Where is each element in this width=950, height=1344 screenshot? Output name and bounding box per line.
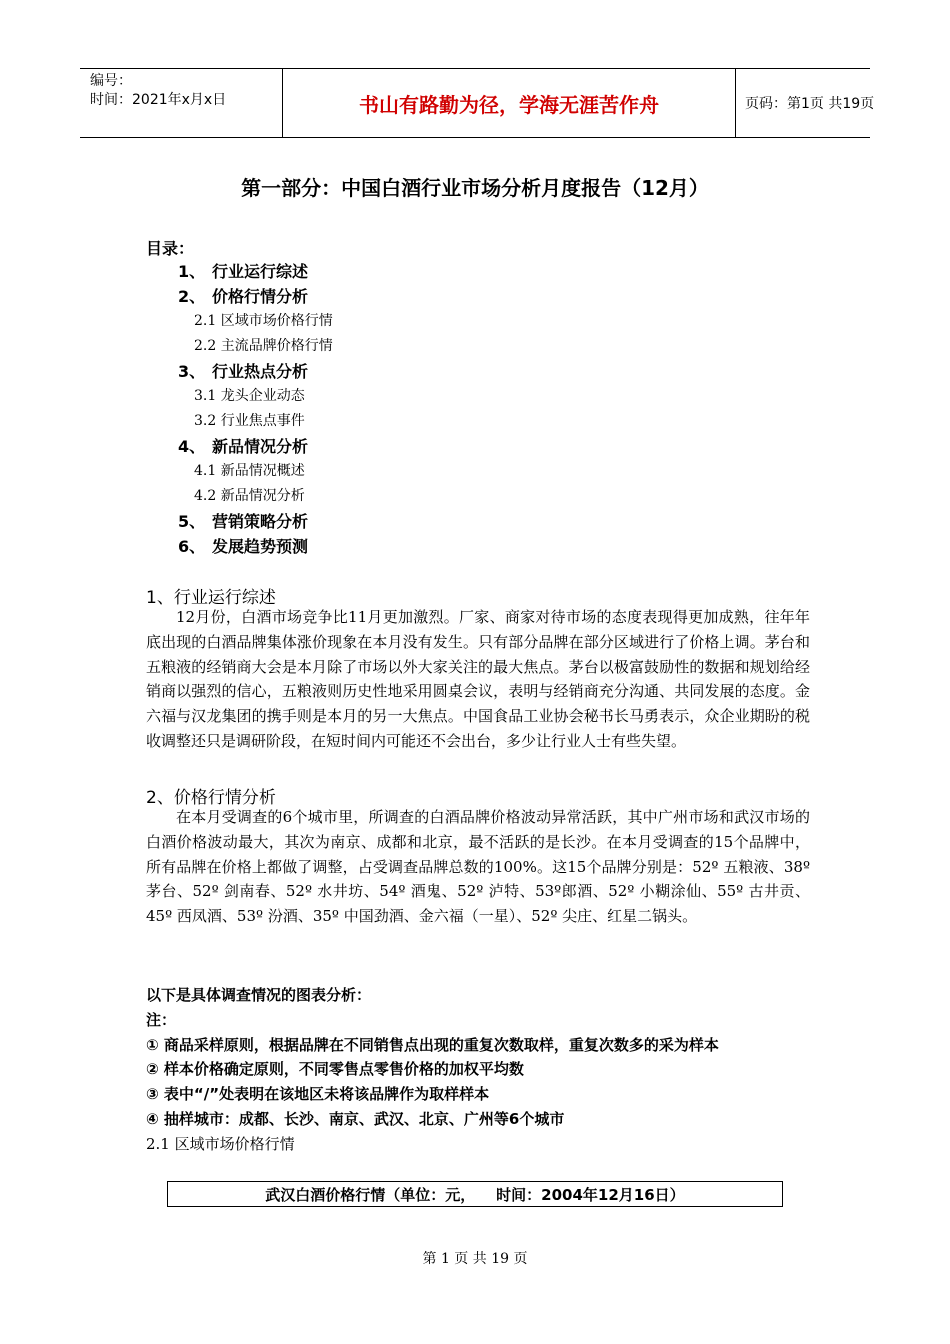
note-item: ③ 表中“/”处表明在该地区未将该品牌作为取样样本: [146, 1085, 490, 1104]
toc-item-label: 新品情况分析: [212, 437, 309, 456]
toc-item-label: 行业运行综述: [212, 262, 309, 281]
toc-item: [0, 434, 950, 459]
toc-item-number: 4、: [178, 437, 206, 456]
doc-date: 时间：2021年x月x日: [90, 92, 227, 108]
page-info: 页码：第1页 共19页: [745, 96, 875, 112]
header-meta-cell: [80, 69, 282, 137]
toc-subitem: 2.1 区域市场价格行情: [194, 313, 333, 329]
toc-subitem: 3.2 行业焦点事件: [194, 413, 305, 429]
toc-item: [0, 534, 950, 559]
toc-subitem: 4.2 新品情况分析: [194, 488, 305, 504]
subsection-heading: 2.1 区域市场价格行情: [146, 1135, 295, 1153]
notes-block: [146, 983, 846, 1132]
toc-item-number: 5、: [178, 512, 206, 531]
toc-subitem: 3.1 龙头企业动态: [194, 388, 305, 404]
section-2-body: 在本月受调查的6个城市里，所调查的白酒品牌价格波动异常活跃，其中广州市场和武汉市场的白酒价格波动最大，其次为南京、成都和北京，最不活跃的是长沙。在本月受调查的15个品牌中，所有品牌在价格上都做了调整，占受调查品牌总数的100%。这15个品牌分别是：52º 五粮液、38º 茅台、52º 剑南春、52º 水井坊、54º 酒鬼、52º 泸特、53º郎酒、52º 小糊涂仙、55º 古井贡、45º 西凤酒、53º 汾酒、35º 中国劲酒、金六福（一星）、52º 尖庄、红星二锅头。: [146, 808, 810, 926]
toc-item-number: 2、: [178, 287, 206, 306]
toc-item-number: 1、: [178, 262, 206, 281]
toc-item-label: 价格行情分析: [212, 287, 309, 306]
note-item: ① 商品采样原则，根据品牌在不同销售点出现的重复次数取样，重复次数多的采为样本: [146, 1035, 719, 1054]
toc-subitem: 2.2 主流品牌价格行情: [194, 338, 333, 354]
header-motto-cell: [282, 69, 736, 137]
section-1-heading: 1、行业运行综述: [146, 588, 276, 608]
toc-item-label: 营销策略分析: [212, 512, 309, 531]
toc-item: [0, 259, 950, 284]
page-title: 第一部分：中国白酒行业市场分析月度报告（12月）: [241, 176, 709, 200]
notes-label: 注：: [146, 1010, 177, 1029]
toc-item: [0, 509, 950, 534]
note-item: ② 样本价格确定原则，不同零售点零售价格的加权平均数: [146, 1060, 524, 1079]
chart-intro: 以下是具体调查情况的图表分析：: [146, 986, 372, 1004]
price-table-caption-box: [167, 1181, 783, 1207]
price-table-caption: 武汉白酒价格行情（单位：元， 时间：2004年12月16日）: [265, 1185, 685, 1204]
toc-item-number: 6、: [178, 537, 206, 556]
toc-item-label: 行业热点分析: [212, 362, 309, 381]
toc-item-number: 3、: [178, 362, 206, 381]
table-of-contents: [0, 259, 950, 559]
note-item: ④ 抽样城市：成都、长沙、南京、武汉、北京、广州等6个城市: [146, 1109, 565, 1128]
toc-item: [0, 359, 950, 384]
page-footer: 第 1 页 共 19 页: [422, 1251, 528, 1267]
section-2-heading: 2、价格行情分析: [146, 788, 276, 808]
motto-text: 书山有路勤为径，学海无涯苦作舟: [359, 92, 659, 117]
header-page-cell: [735, 69, 875, 137]
toc-label: 目录：: [146, 239, 195, 258]
toc-subitem: 4.1 新品情况概述: [194, 463, 305, 479]
toc-item-label: 发展趋势预测: [212, 537, 309, 556]
doc-number-label: 编号：: [90, 73, 132, 89]
header-table: [80, 68, 875, 138]
toc-item: [0, 284, 950, 309]
section-1-body: 12月份，白酒市场竞争比11月更加激烈。厂家、商家对待市场的态度表现得更加成熟，往年年底出现的白酒品牌集体涨价现象在本月没有发生。只有部分品牌在部分区域进行了价格上调。茅台和五粮液的经销商大会是本月除了市场以外大家关注的最大焦点。茅台以极富鼓励性的数据和规划给经销商以强烈的信心，五粮液则历史性地采用圆桌会议，表明与经销商充分沟通、共同发展的态度。金六福与汉龙集团的携手则是本月的另一大焦点。中国食品工业协会秘书长马勇表示，众企业期盼的税收调整还只是调研阶段，在短时间内可能还不会出台，多少让行业人士有些失望。: [146, 608, 810, 750]
